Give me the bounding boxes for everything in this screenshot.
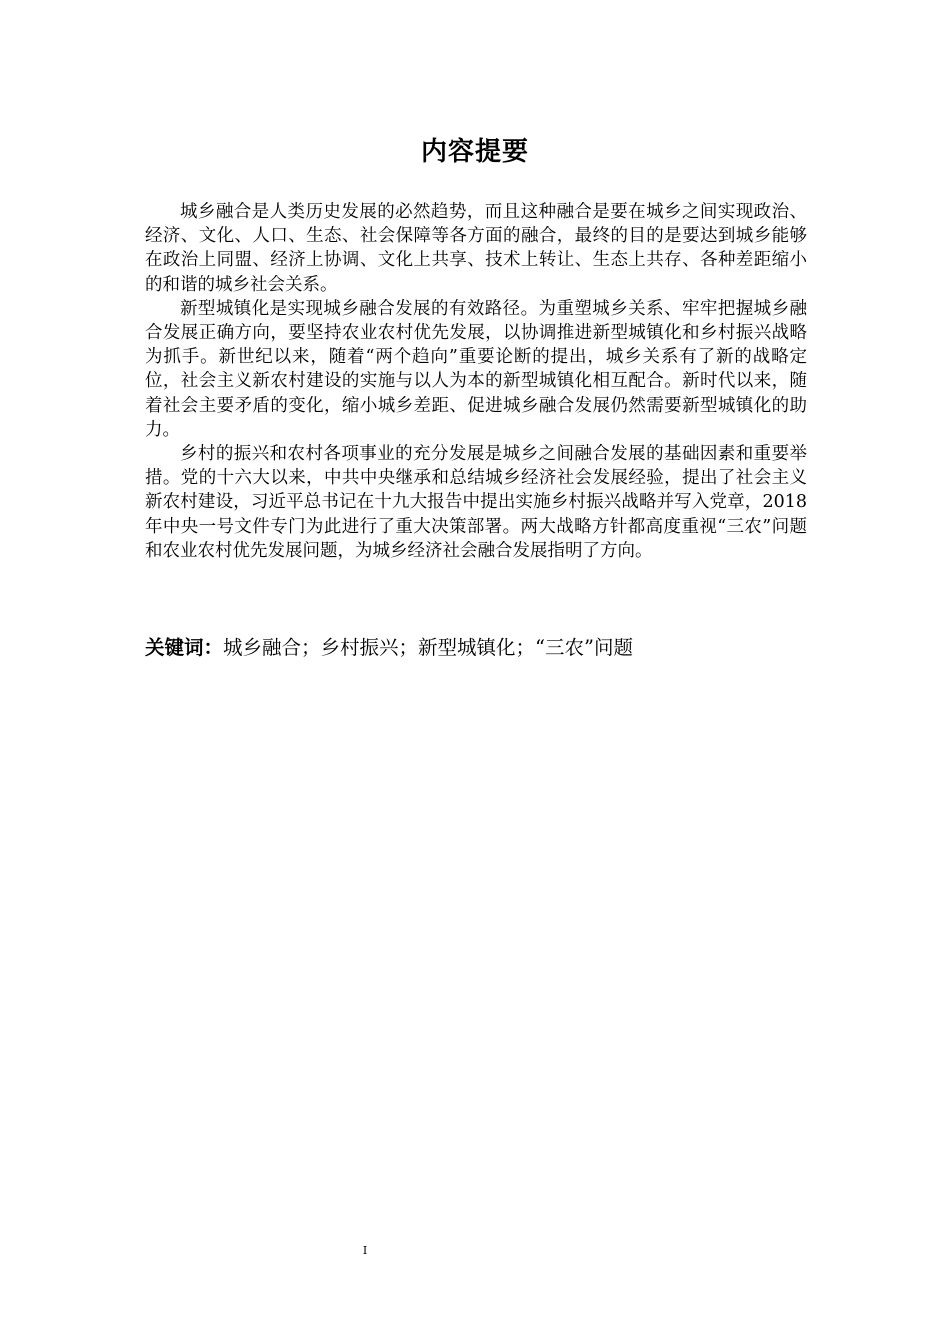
abstract-paragraph-2: 新型城镇化是实现城乡融合发展的有效路径。为重塑城乡关系、牢牢把握城乡融合发展正确方向，要坚持农业农村优先发展，以协调推进新型城镇化和乡村振兴战略为抓手。新世纪以来，随着“两个趋向”重要论断的提出，城乡关系有了新的战略定位，社会主义新农村建设的实施与以人为本的新型城镇化相互配合。新时代以来，随着社会主要矛盾的变化，缩小城乡差距、促进城乡融合发展仍然需要新型城镇化的助力。 bbox=[145, 298, 807, 440]
abstract-paragraph-1: 城乡融合是人类历史发展的必然趋势，而且这种融合是要在城乡之间实现政治、经济、文化、人口、生态、社会保障等各方面的融合，最终的目的是要达到城乡能够在政治上同盟、经济上协调、文化上共享、技术上转让、生态上共存、各种差距缩小的和谐的城乡社会关系。 bbox=[145, 202, 807, 295]
page-number: I bbox=[362, 1244, 368, 1257]
page-title: 内容提要 bbox=[420, 137, 529, 167]
keywords-line bbox=[145, 634, 845, 663]
abstract-paragraph-3: 乡村的振兴和农村各项事业的充分发展是城乡之间融合发展的基础因素和重要举措。党的十六大以来，中共中央继承和总结城乡经济社会发展经验，提出了社会主义新农村建设，习近平总书记在十九大报告中提出实施乡村振兴战略并写入党章，2018年中央一号文件专门为此进行了重大决策部署。两大战略方针都高度重视“三农”问题和农业农村优先发展问题，为城乡经济社会融合发展指明了方向。 bbox=[145, 444, 807, 561]
keywords-label: 关键词： bbox=[145, 636, 224, 659]
abstract-body bbox=[145, 200, 807, 563]
keywords-text: 城乡融合；乡村振兴；新型城镇化；“三农”问题 bbox=[223, 636, 633, 659]
